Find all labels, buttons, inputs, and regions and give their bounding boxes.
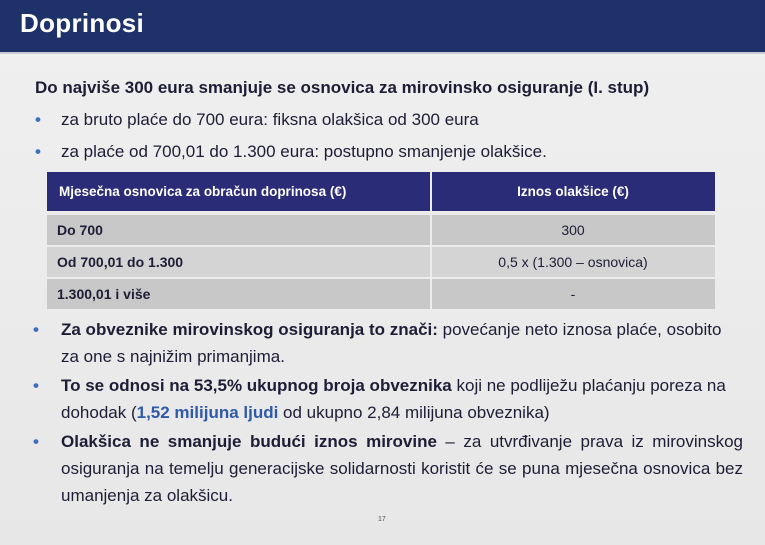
highlight-figure: 1,52 milijuna ljudi bbox=[136, 403, 279, 422]
paragraph-text: koji ne podliježu plaćanju poreza na dohodak ( bbox=[61, 376, 726, 422]
slide-title: Doprinosi bbox=[20, 8, 145, 38]
slide-header bbox=[0, 0, 765, 52]
page-number: 17 bbox=[378, 516, 386, 523]
bullet-icon: • bbox=[33, 320, 39, 339]
sub-bullet bbox=[35, 142, 547, 162]
sub-bullet-text: za plaće od 700,01 do 1.300 eura: postupno smanjenje olakšice. bbox=[61, 142, 547, 161]
bullet-icon: • bbox=[35, 142, 41, 161]
table-cell: Do 700 bbox=[47, 215, 432, 247]
table-header-cell: Mjesečna osnovica za obračun doprinosa (€) bbox=[47, 172, 432, 215]
table-row bbox=[47, 247, 715, 279]
bullet-paragraph bbox=[33, 428, 743, 509]
table-cell: 300 bbox=[432, 215, 715, 247]
bullet-icon: • bbox=[33, 432, 39, 451]
paragraph-text: – za utvrđivanje prava iz mirovinskog osiguranja na temelju generacijske solidarnosti koristit će se puna mjesečna osnovica bez umanjenja za olakšicu. bbox=[61, 432, 743, 505]
sub-bullet-text: za bruto plaće do 700 eura: fiksna olakšica od 300 eura bbox=[61, 110, 479, 129]
paragraph-text: od ukupno 2,84 milijuna obveznika) bbox=[278, 403, 550, 422]
paragraph-bold: Olakšica ne smanjuje budući iznos mirovine bbox=[61, 432, 437, 451]
table-cell: 0,5 x (1.300 – osnovica) bbox=[432, 247, 715, 279]
relief-table bbox=[47, 172, 715, 311]
table-header-row bbox=[47, 172, 715, 215]
intro-heading: Do najviše 300 eura smanjuje se osnovica za mirovinsko osiguranje (I. stup) bbox=[35, 78, 650, 97]
paragraph-text: povećanje neto iznosa plaće, osobito za one s najnižim primanjima. bbox=[61, 320, 722, 366]
bullet-icon: • bbox=[35, 110, 41, 129]
table-header-cell: Iznos olakšice (€) bbox=[432, 172, 715, 215]
paragraph-bold: Za obveznike mirovinskog osiguranja to znači: bbox=[61, 320, 438, 339]
paragraph-bold: To se odnosi na 53,5% ukupnog broja obveznika bbox=[61, 376, 452, 395]
table-cell: Od 700,01 do 1.300 bbox=[47, 247, 432, 279]
table-row bbox=[47, 279, 715, 311]
bullet-paragraph bbox=[33, 316, 743, 370]
bullet-icon: • bbox=[33, 376, 39, 395]
table-cell: 1.300,01 i više bbox=[47, 279, 432, 311]
bullet-paragraph bbox=[33, 372, 743, 426]
table-cell: - bbox=[432, 279, 715, 311]
sub-bullet bbox=[35, 110, 479, 130]
table-row bbox=[47, 215, 715, 247]
